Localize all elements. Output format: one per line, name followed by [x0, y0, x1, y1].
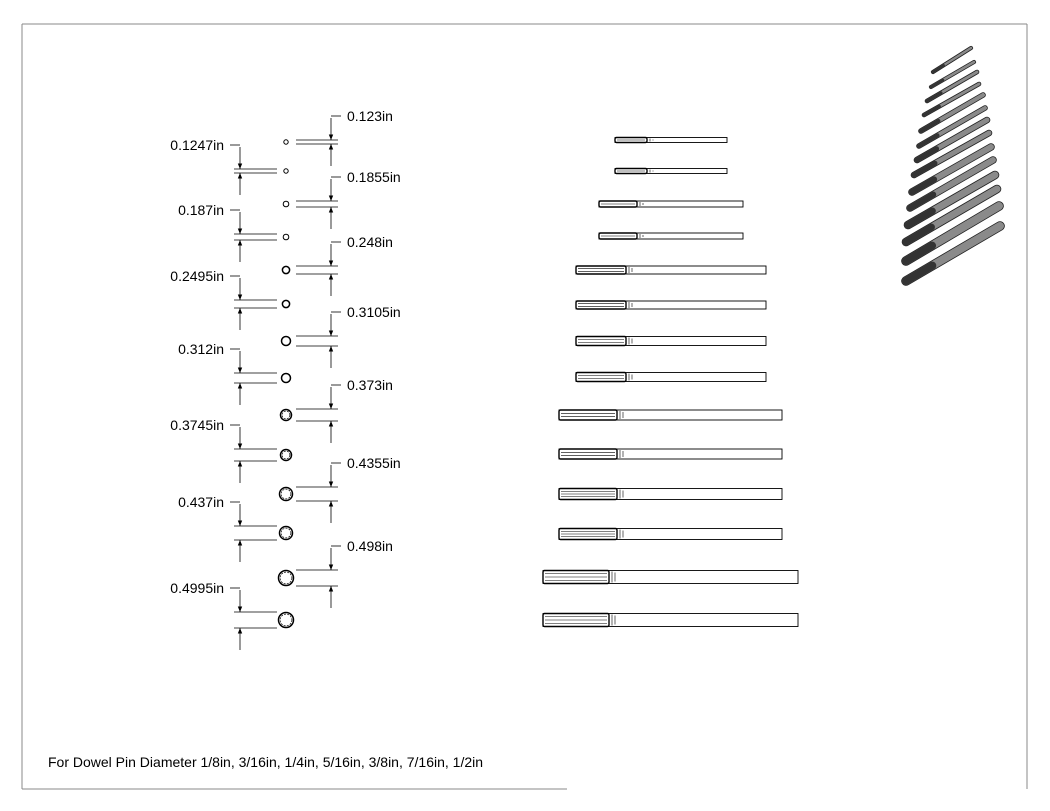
left-dimension-label: 0.2495in — [170, 268, 224, 284]
left-dimension-label: 0.312in — [178, 341, 224, 357]
right-dimension-label: 0.3105in — [347, 304, 401, 320]
side-view-reamer — [559, 410, 782, 420]
left-dimension — [178, 341, 277, 405]
right-dimension-label: 0.4355in — [347, 455, 401, 471]
side-view-reamer — [576, 337, 766, 346]
side-view-reamer — [559, 489, 782, 500]
end-view-circle — [279, 613, 294, 628]
end-view-circles — [279, 140, 294, 628]
side-view-reamer — [599, 201, 743, 207]
isometric-reamer — [931, 62, 974, 87]
left-dimension — [170, 137, 277, 195]
side-view-reamer — [559, 529, 782, 540]
end-view-circle — [282, 374, 291, 383]
side-view-reamer — [559, 449, 782, 459]
left-dimension-group — [170, 137, 277, 650]
side-view-reamer — [615, 169, 727, 174]
end-view-circle — [283, 201, 289, 207]
end-view-circle — [282, 337, 291, 346]
side-view-reamer — [576, 266, 766, 274]
side-view-reamer — [576, 373, 766, 382]
left-dimension — [178, 494, 277, 562]
left-dimension-label: 0.3745in — [170, 417, 224, 433]
right-dimension — [296, 304, 401, 368]
end-view-circle — [283, 234, 289, 240]
side-view-reamer — [543, 614, 798, 627]
right-dimension-label: 0.373in — [347, 377, 393, 393]
right-dimension-label: 0.1855in — [347, 169, 401, 185]
isometric-view — [906, 48, 1000, 281]
end-view-circle — [282, 300, 289, 307]
drawing-note: For Dowel Pin Diameter 1/8in, 3/16in, 1/4in, 5/16in, 3/8in, 7/16in, 1/2in — [48, 754, 484, 770]
left-dimension — [170, 580, 277, 650]
left-dimension-label: 0.1247in — [170, 137, 224, 153]
side-view-reamer — [576, 301, 766, 309]
right-dimension — [296, 538, 393, 608]
side-view-reamer — [599, 233, 743, 239]
side-view-reamer — [615, 138, 727, 143]
right-dimension — [296, 377, 393, 443]
right-dimension — [296, 169, 401, 229]
right-dimension — [296, 234, 393, 296]
left-dimension-label: 0.437in — [178, 494, 224, 510]
right-dimension-group — [296, 108, 401, 608]
end-view-circle — [284, 169, 288, 173]
right-dimension — [296, 455, 401, 523]
end-view-circle — [282, 266, 289, 273]
end-view-circle — [284, 140, 288, 144]
side-view-reamers — [543, 138, 798, 627]
left-dimension-label: 0.4995in — [170, 580, 224, 596]
side-view-reamer — [543, 571, 798, 584]
left-dimension-label: 0.187in — [178, 202, 224, 218]
left-dimension — [178, 202, 277, 262]
right-dimension-label: 0.248in — [347, 234, 393, 250]
right-dimension-label: 0.123in — [347, 108, 393, 124]
right-dimension — [296, 108, 393, 166]
left-dimension — [170, 268, 277, 330]
left-dimension — [170, 417, 277, 483]
right-dimension-label: 0.498in — [347, 538, 393, 554]
end-view-circle — [279, 571, 294, 586]
